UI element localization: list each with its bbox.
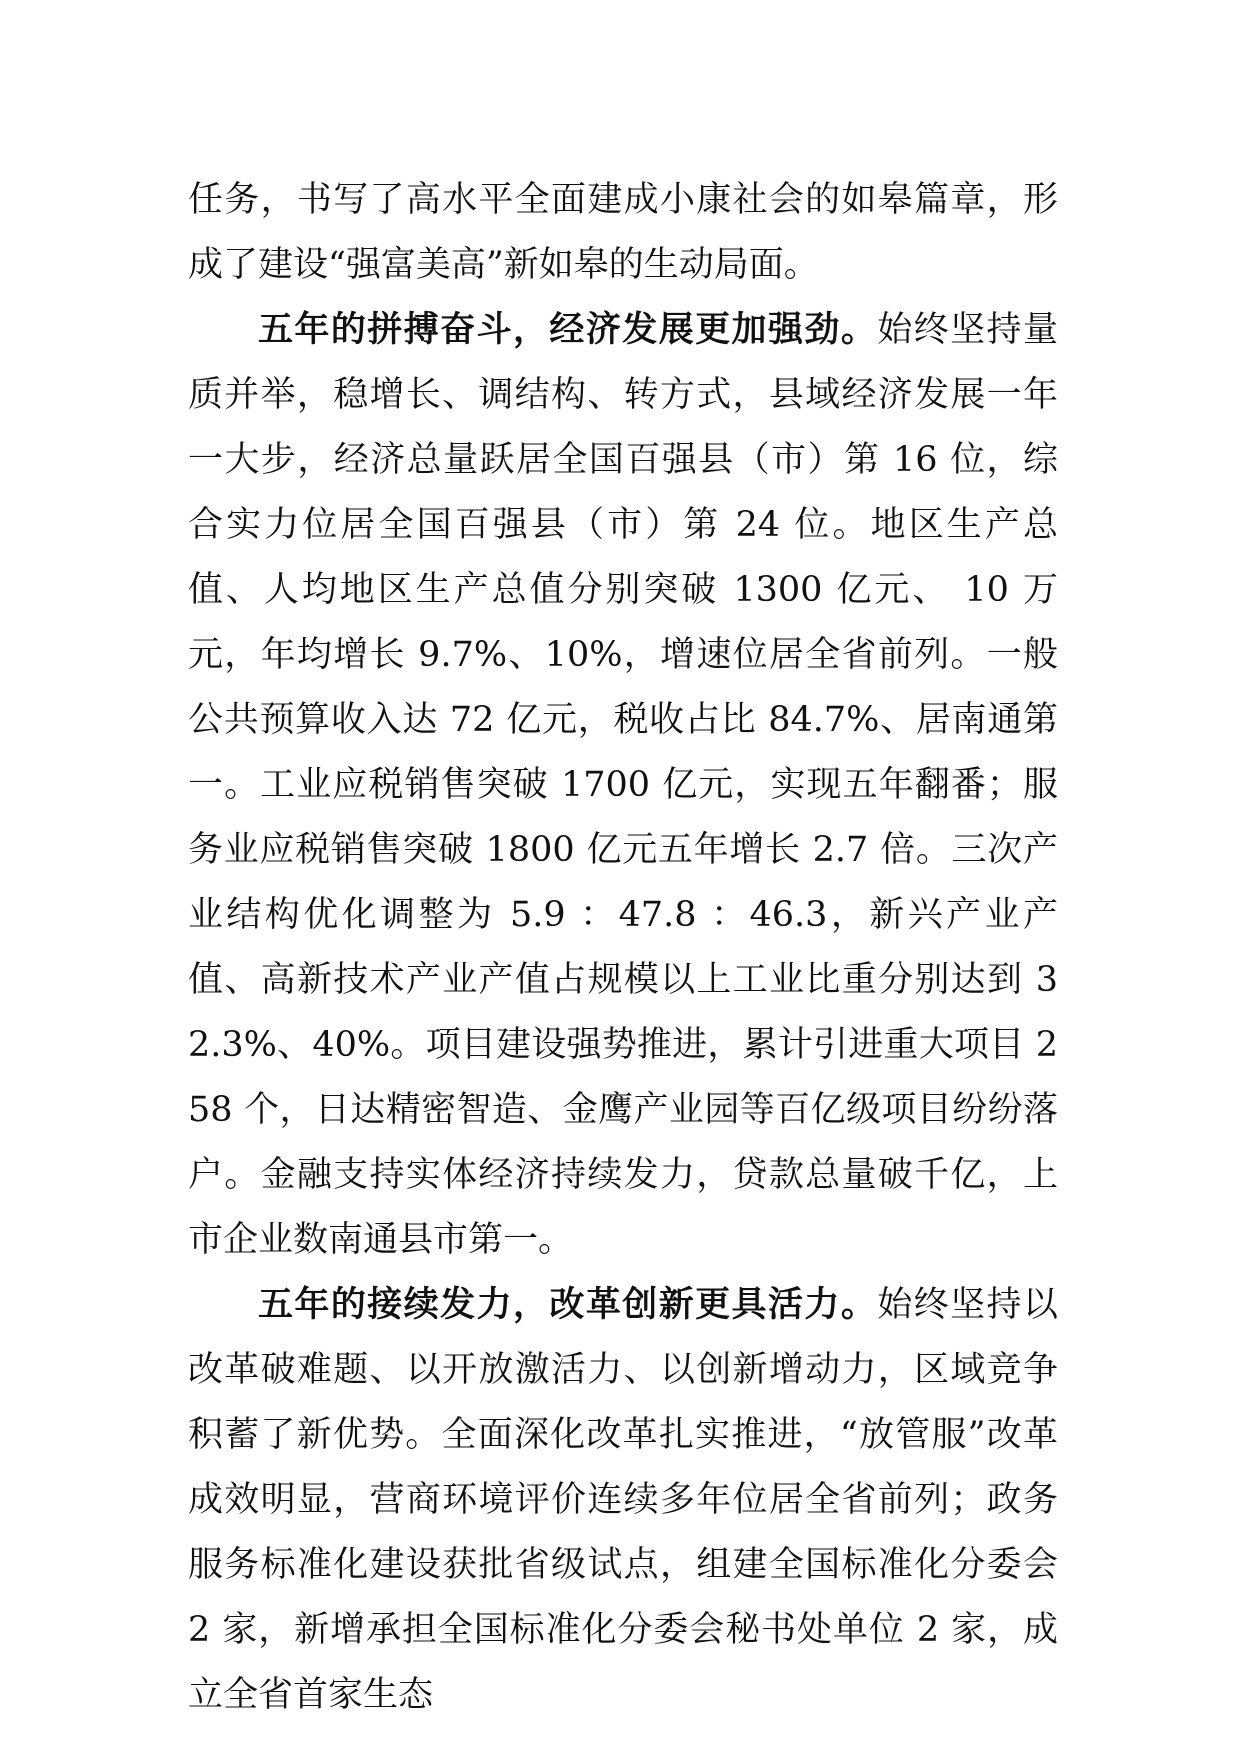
- paragraph-economy: [188, 298, 1058, 1273]
- paragraph-text: 始终坚持以改革破难题、以开放激活力、以创新增动力，区域竞争积蓄了新优势。全面深化改革扎实推进，“放管服”改革成效明显，营商环境评价连续多年位居全省前列；政务服务标准化建设获批省级试点，组建全国标准化分委会 2 家，新增承担全国标准化分委会秘书处单位 2 家，成立全省首家生态: [188, 1285, 1058, 1715]
- paragraph-continuation: [188, 168, 1058, 298]
- paragraph-lead-heading: 五年的接续发力，改革创新更具活力。: [258, 1285, 878, 1325]
- paragraph-reform: [188, 1273, 1058, 1728]
- paragraph-lead-heading: 五年的拼搏奋斗，经济发展更加强劲。: [258, 310, 878, 350]
- body-text: [188, 168, 1058, 1728]
- paragraph-text: 任务，书写了高水平全面建成小康社会的如皋篇章，形成了建设“强富美高”新如皋的生动局面。: [188, 180, 1058, 285]
- paragraph-text: 始终坚持量质并举，稳增长、调结构、转方式，县域经济发展一年一大步，经济总量跃居全国百强县（市）第 16 位，综合实力位居全国百强县（市）第 24 位。地区生产总值、人均地区生产总值分别突破 1300 亿元、 10 万元，年均增长 9.7%、10%，增速位居全省前列。一般公共预算收入达 72 亿元，税收占比 84.7%、居南通第一。工业应税销售突破 1700 亿元，实现五年翻番；服务业应税销售突破 1800 亿元五年增长 2.7 倍。三次产业结构优化调整为 5.9 ：47.8 ：46.3，新兴产业产值、高新技术产业产值占规模以上工业比重分别达到 32.3%、40%。项目建设强势推进，累计引进重大项目 258 个，日达精密智造、金鹰产业园等百亿级项目纷纷落户。金融支持实体经济持续发力，贷款总量破千亿，上市企业数南通县市第一。: [188, 310, 1058, 1260]
